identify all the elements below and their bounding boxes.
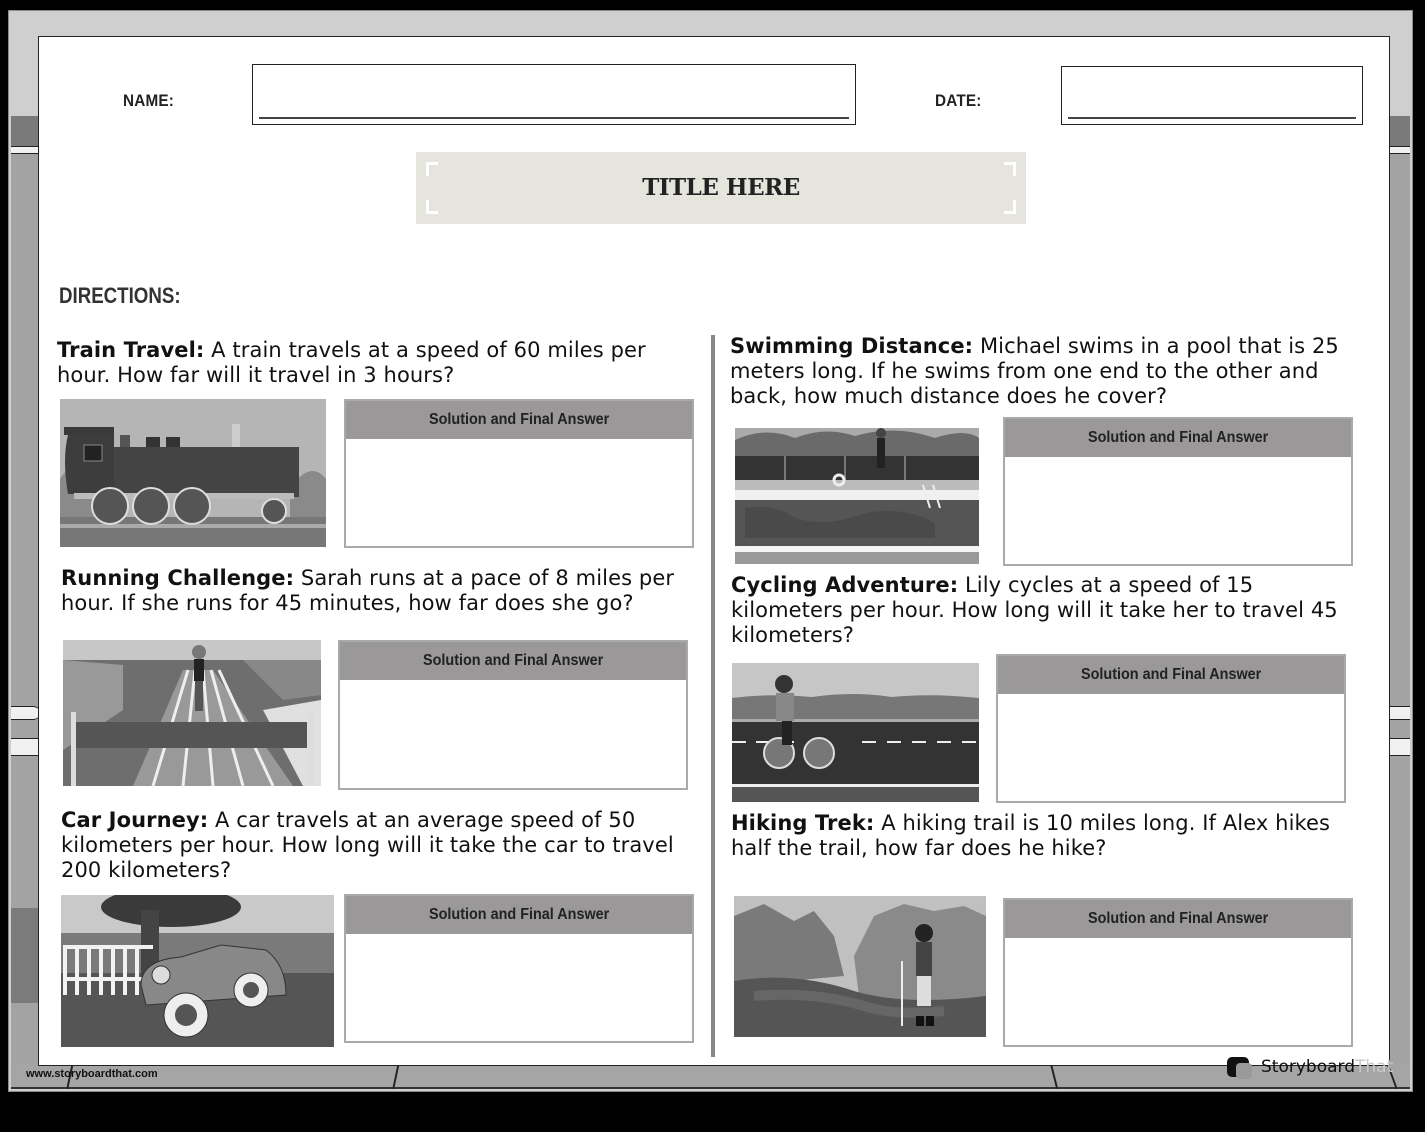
swimming-pool-illustration [735, 428, 979, 564]
answer-box-car-journey[interactable] [344, 894, 694, 1043]
answer-header: Solution and Final Answer [1005, 900, 1351, 938]
problem-title: Swimming Distance: [730, 334, 974, 358]
hiker-in-canyon-icon [734, 896, 986, 1037]
answer-input[interactable] [1005, 457, 1351, 564]
bracket-corner-icon [1004, 200, 1016, 214]
page-title: TITLE HERE [642, 174, 800, 201]
column-divider [711, 335, 715, 1057]
answer-box-train-travel[interactable] [344, 399, 694, 548]
runner-on-track-icon [63, 640, 321, 786]
answer-header: Solution and Final Answer [340, 642, 686, 680]
problem-train-travel [57, 338, 697, 388]
name-field[interactable] [252, 64, 856, 125]
answer-input[interactable] [1005, 938, 1351, 1045]
answer-box-swimming-distance[interactable] [1003, 417, 1353, 566]
problem-question: Sarah runs at a pace of 8 miles per hour. If she runs for 45 minutes, how far does she go? [61, 566, 675, 615]
problem-title: Car Journey: [61, 808, 209, 832]
cyclist-illustration [732, 663, 979, 802]
answer-input[interactable] [340, 680, 686, 788]
problem-question: A hiking trail is 10 miles long. If Alex hikes half the trail, how far does he hike? [731, 811, 1331, 860]
answer-header: Solution and Final Answer [1005, 419, 1351, 457]
problem-swimming-distance [730, 334, 1370, 409]
bracket-corner-icon [426, 200, 438, 214]
problem-title: Train Travel: [57, 338, 205, 362]
problem-question: A car travels at an average speed of 50 kilometers per hour. How long will it take the car to travel 200 kilometers? [61, 808, 674, 882]
answer-input[interactable] [346, 439, 692, 546]
problem-hiking-trek [731, 811, 1371, 861]
title-banner[interactable] [416, 152, 1026, 224]
runner-illustration [63, 640, 321, 786]
answer-box-cycling-adventure[interactable] [996, 654, 1346, 803]
answer-header: Solution and Final Answer [346, 896, 692, 934]
answer-box-hiking-trek[interactable] [1003, 898, 1353, 1047]
answer-input[interactable] [998, 694, 1344, 801]
vintage-car-icon [61, 895, 334, 1047]
date-field[interactable] [1061, 66, 1363, 125]
brand-storyboard: Storyboard [1261, 1057, 1355, 1077]
problem-car-journey [61, 808, 701, 883]
problem-question: Lily cycles at a speed of 15 kilometers per hour. How long will it take her to travel 45 kilometers? [731, 573, 1338, 647]
cyclist-on-road-icon [732, 663, 979, 802]
worksheet-paper [38, 36, 1390, 1066]
steam-locomotive-icon [60, 399, 326, 547]
frame-left-wall [11, 116, 41, 1066]
train-illustration [60, 399, 326, 547]
brand-that: That [1355, 1057, 1394, 1077]
car-illustration [61, 895, 334, 1047]
date-underline [1068, 117, 1356, 119]
problem-question: Michael swims in a pool that is 25 meters long. If he swims from one end to the other and back, how much distance does he cover? [730, 334, 1339, 408]
problem-cycling-adventure [731, 573, 1371, 648]
answer-input[interactable] [346, 934, 692, 1041]
swimmer-by-pool-icon [735, 428, 979, 564]
footer-url[interactable]: www.storyboardthat.com [26, 1068, 158, 1080]
name-label: NAME: [123, 91, 175, 110]
storyboardthat-logo[interactable] [1227, 1057, 1393, 1077]
problem-title: Running Challenge: [61, 566, 295, 590]
answer-header: Solution and Final Answer [346, 401, 692, 439]
answer-box-running-challenge[interactable] [338, 640, 688, 790]
problem-running-challenge [61, 566, 701, 616]
frame-floor [11, 1063, 1410, 1089]
problem-title: Cycling Adventure: [731, 573, 959, 597]
directions-label: DIRECTIONS: [59, 283, 181, 308]
hiker-illustration [734, 896, 986, 1037]
date-label: DATE: [935, 91, 982, 110]
speech-bubble-logo-icon [1227, 1057, 1249, 1077]
problem-title: Hiking Trek: [731, 811, 875, 835]
answer-header: Solution and Final Answer [998, 656, 1344, 694]
name-underline [259, 117, 849, 119]
problem-question: A train travels at a speed of 60 miles per hour. How far will it travel in 3 hours? [57, 338, 646, 387]
